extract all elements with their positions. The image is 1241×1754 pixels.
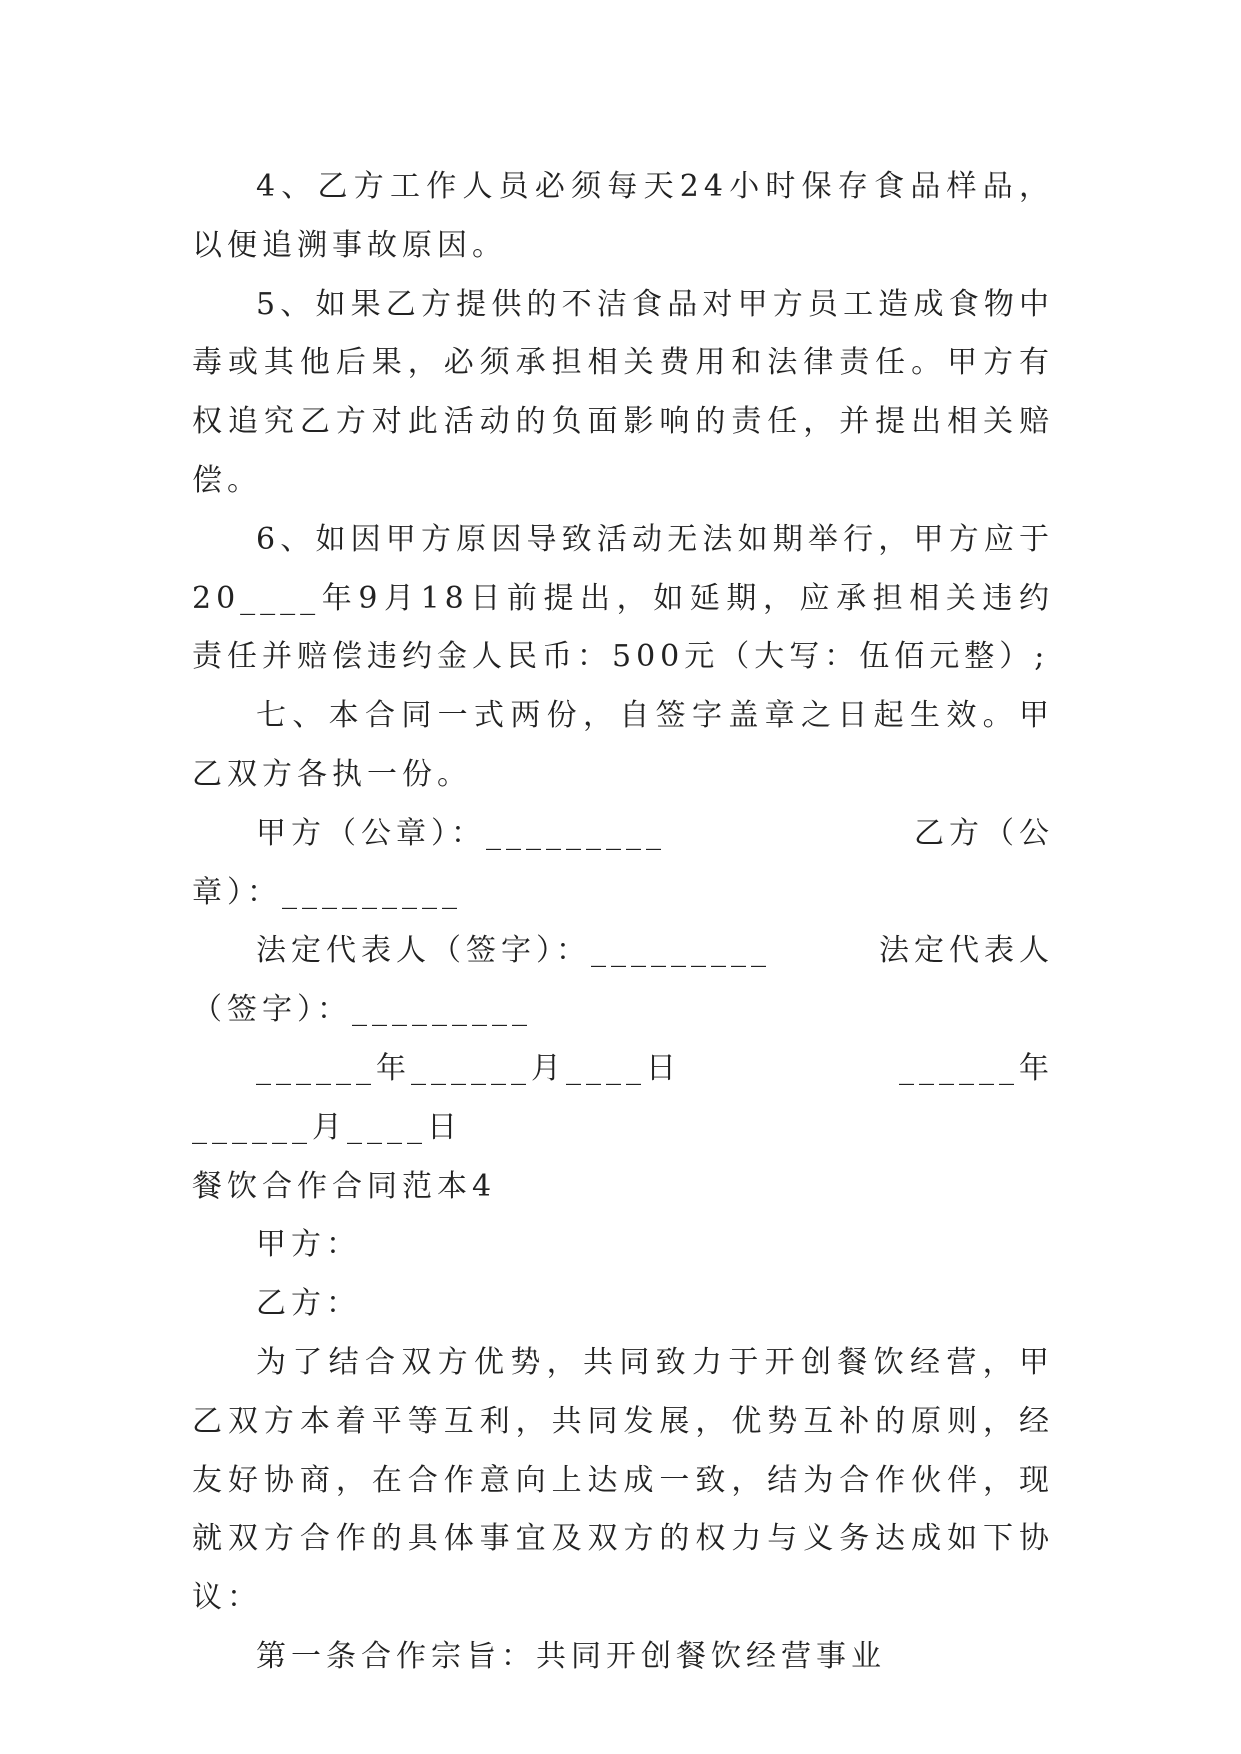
- article-1: 第一条合作宗旨：共同开创餐饮经营事业: [256, 1638, 886, 1674]
- party-b-seal: 乙方（公: [914, 815, 1054, 851]
- party-b-label: 乙方：: [256, 1286, 361, 1322]
- date-line: [192, 1040, 1054, 1099]
- clause-7: 七、本合同一式两份，自签字盖章之日起生效。甲乙双方各执一份。: [192, 698, 1054, 792]
- clause-6: 6、如因甲方原因导致活动无法如期举行，甲方应于20____年9月18日前提出，如延期，应承担相关违约责任并赔偿违约金人民币：500元（大写：伍佰元整）;: [192, 521, 1054, 675]
- party-a-seal: 甲方（公章）：_________: [256, 815, 666, 851]
- section-title: 餐饮合作合同范本4: [192, 1168, 497, 1204]
- party-b-date-cont: ______月____日: [192, 1109, 462, 1145]
- intro-paragraph: 为了结合双方优势，共同致力于开创餐饮经营，甲乙双方本着平等互利，共同发展，优势互补的原则，经友好协商，在合作意向上达成一致，结为合作伙伴，现就双方合作的具体事宜及双方的权力与义务达成如下协议：: [192, 1344, 1054, 1616]
- seal-line: [192, 805, 1054, 864]
- party-b-seal-cont: 章）：_________: [192, 874, 462, 910]
- representative-line: [192, 922, 1054, 981]
- document-body: [192, 158, 1054, 1687]
- clause-5: 5、如果乙方提供的不洁食品对甲方员工造成食物中毒或其他后果，必须承担相关费用和法律责任。甲方有权追究乙方对此活动的负面影响的责任，并提出相关赔偿。: [192, 286, 1054, 498]
- party-a-label: 甲方：: [256, 1227, 361, 1263]
- party-a-representative: 法定代表人（签字）：_________: [256, 933, 771, 969]
- party-b-representative-cont: （签字）：_________: [192, 992, 532, 1028]
- party-b-date: ______年: [899, 1050, 1054, 1086]
- party-a-date: ______年______月____日: [256, 1050, 681, 1086]
- clause-4: 4、乙方工作人员必须每天24小时保存食品样品，以便追溯事故原因。: [192, 169, 1054, 263]
- party-b-representative: 法定代表人: [879, 933, 1054, 969]
